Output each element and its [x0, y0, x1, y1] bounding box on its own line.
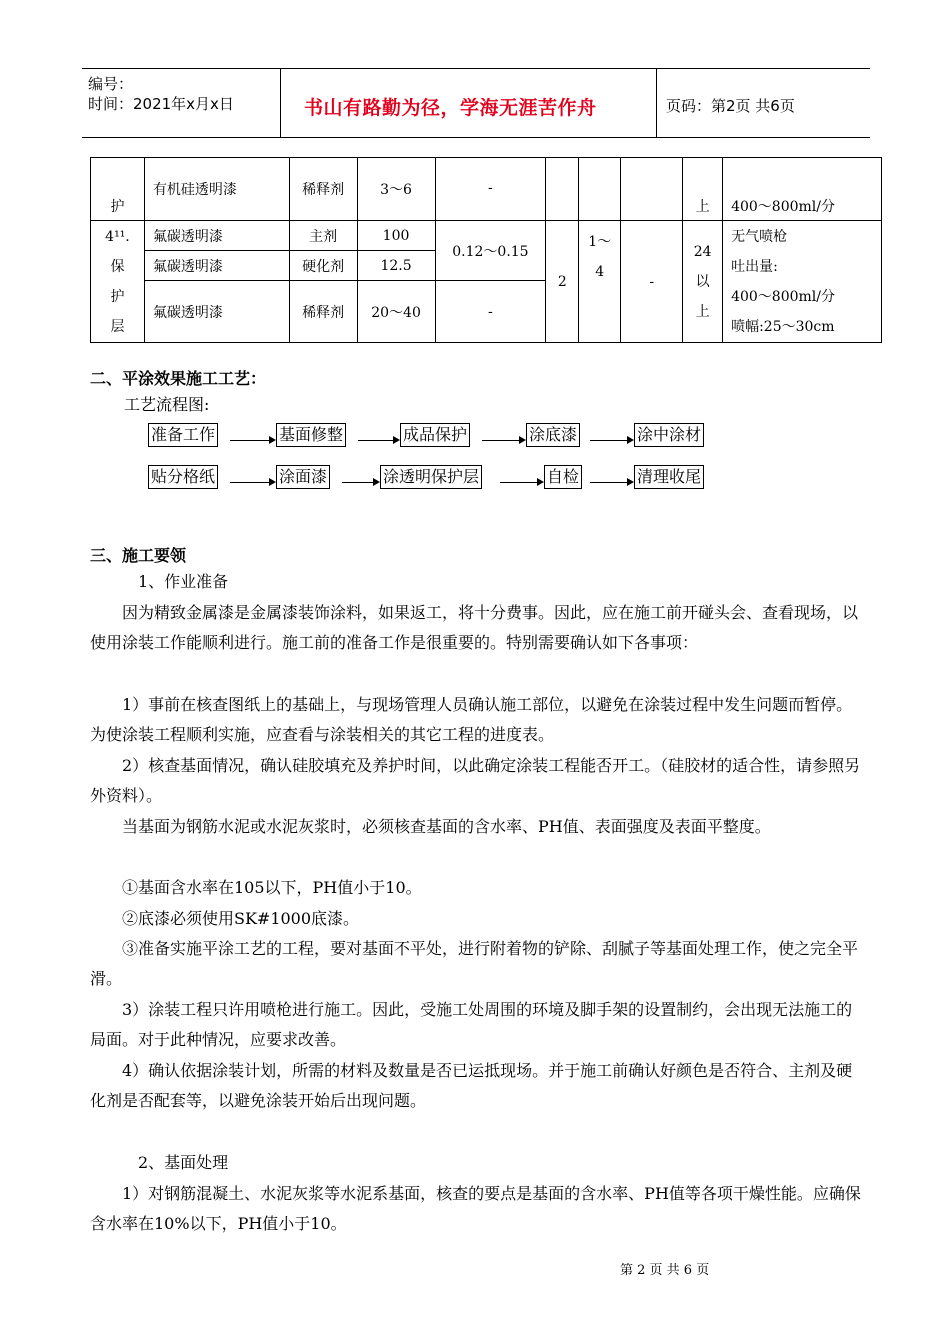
flow-arrow [358, 440, 398, 441]
flow-step: 涂中涂材 [634, 423, 704, 447]
table-cell: 稀释剂 [289, 158, 357, 221]
table-cell: 0.12～0.15 [435, 221, 546, 281]
flow-step: 成品保护 [400, 423, 470, 447]
table-text: 1～ [588, 234, 612, 250]
header-divider [280, 69, 281, 137]
table-text: 以 [695, 273, 710, 290]
flow-step: 涂透明保护层 [380, 465, 482, 489]
page-info: 页码：第2页 共6页 [666, 97, 795, 115]
flow-step: 基面修整 [276, 423, 346, 447]
table-cell: 氟碳透明漆 [144, 251, 289, 281]
table-cell: 100 [357, 221, 435, 251]
header-motto: 书山有路勤为径，学海无涯苦作舟 [304, 97, 597, 119]
paragraph: 因为精致金属漆是金属漆装饰涂料，如果返工，将十分费事。因此，应在施工前开碰头会、查看现场，以使用涂装工作能顺利进行。施工前的准备工作是很重要的。特别需要确认如下各事项： [90, 603, 859, 652]
table-text: 4 [595, 264, 605, 280]
paragraph: 3）涂装工程只许用喷枪进行施工。因此，受施工处周围的环境及脚手架的设置制约，会出现无法施工的局面。对于此种情况，应要求改善。 [90, 1000, 853, 1049]
flow-step: 涂底漆 [526, 423, 580, 447]
table-cell: 硬化剂 [289, 251, 357, 281]
paragraph: 4）确认依据涂装计划，所需的材料及数量是否已运抵现场。并于施工前确认好颜色是否符合、主剂及硬化剂是否配套等，以避免涂装开始后出现问题。 [90, 1061, 853, 1110]
table-cell: 氟碳透明漆 [144, 281, 289, 343]
table-text: 上 [695, 303, 710, 320]
table-cell: - [435, 281, 546, 343]
flow-arrow [230, 482, 274, 483]
table-row [91, 158, 882, 221]
table-cell: - [621, 221, 683, 343]
table-cell: 氟碳透明漆 [144, 221, 289, 251]
number-label: 编号： [88, 75, 134, 93]
flow-step: 涂面漆 [276, 465, 330, 489]
table-text: 400～800ml/分 [731, 288, 835, 305]
table-row [91, 221, 882, 251]
paragraph: 当基面为钢筋水泥或水泥灰浆时，必须核查基面的含水率、PH值、表面强度及表面平整度。 [122, 817, 771, 836]
paragraph: 1）对钢筋混凝土、水泥灰浆等水泥系基面，核查的要点是基面的含水率、PH值等各项干燥性能。应确保含水率在10%以下，PH值小于10。 [90, 1184, 861, 1233]
flow-step: 清理收尾 [634, 465, 704, 489]
table-text: 保 [110, 258, 125, 275]
page-header [82, 68, 870, 138]
flow-step: 贴分格纸 [148, 465, 218, 489]
paragraph: 2）核查基面情况，确认硅胶填充及养护时间，以此确定涂装工程能否开工。（硅胶材的适合性，请参照另外资料）。 [90, 756, 861, 805]
table-cell-label [91, 221, 145, 343]
table-text: 4¹¹. [105, 228, 130, 245]
table-cell: - [435, 158, 546, 221]
table-text: 无气喷枪 [731, 228, 788, 245]
flow-step: 准备工作 [148, 423, 218, 447]
table-cell: 护 [91, 158, 145, 221]
flow-arrow [590, 440, 632, 441]
flow-arrow [590, 482, 632, 483]
date-label: 时间：2021年x月x日 [88, 95, 234, 113]
table-text: 24 [693, 243, 712, 260]
flow-arrow [482, 440, 524, 441]
table-text: 护 [110, 288, 125, 305]
paragraph: 1）事前在核查图纸上的基础上，与现场管理人员确认施工部位，以避免在涂装过程中发生问题而暂停。为使涂装工程顺利实施，应查看与涂装相关的其它工程的进度表。 [90, 695, 853, 744]
table-text: 喷幅:25～30cm [731, 318, 835, 335]
table-cell [579, 158, 621, 221]
table-text: 层 [110, 318, 125, 335]
table-cell [546, 158, 579, 221]
flow-label: 工艺流程图: [124, 395, 210, 414]
table-cell: 20～40 [357, 281, 435, 343]
subsection-title: 1、作业准备 [138, 572, 229, 591]
table-cell: 2 [546, 221, 579, 343]
table-cell: 主剂 [289, 221, 357, 251]
spec-table [90, 157, 882, 343]
page-footer: 第 2 页 共 6 页 [620, 1263, 710, 1278]
table-cell [579, 221, 621, 343]
table-cell: 有机硅透明漆 [144, 158, 289, 221]
section-title: 三、施工要领 [90, 546, 187, 565]
paragraph: ②底漆必须使用SK#1000底漆。 [122, 909, 360, 928]
table-cell [723, 221, 882, 343]
paragraph: ③准备实施平涂工艺的工程，要对基面不平处，进行附着物的铲除、刮腻子等基面处理工作，使之完全平滑。 [90, 939, 859, 988]
header-divider [656, 69, 657, 137]
flow-arrow [342, 482, 378, 483]
table-cell: 3～6 [357, 158, 435, 221]
flow-arrow [500, 482, 542, 483]
section-title: 二、平涂效果施工工艺： [90, 369, 267, 388]
table-cell: 12.5 [357, 251, 435, 281]
flow-step: 自检 [544, 465, 582, 489]
table-cell [621, 158, 683, 221]
table-cell: 上 [683, 158, 723, 221]
paragraph: ①基面含水率在105以下，PH值小于10。 [122, 878, 422, 897]
flow-arrow [230, 440, 274, 441]
table-cell [683, 221, 723, 343]
subsection-title: 2、基面处理 [138, 1153, 229, 1172]
table-text: 吐出量: [731, 258, 778, 275]
table-cell: 400～800ml/分 [723, 158, 882, 221]
table-cell: 稀释剂 [289, 281, 357, 343]
